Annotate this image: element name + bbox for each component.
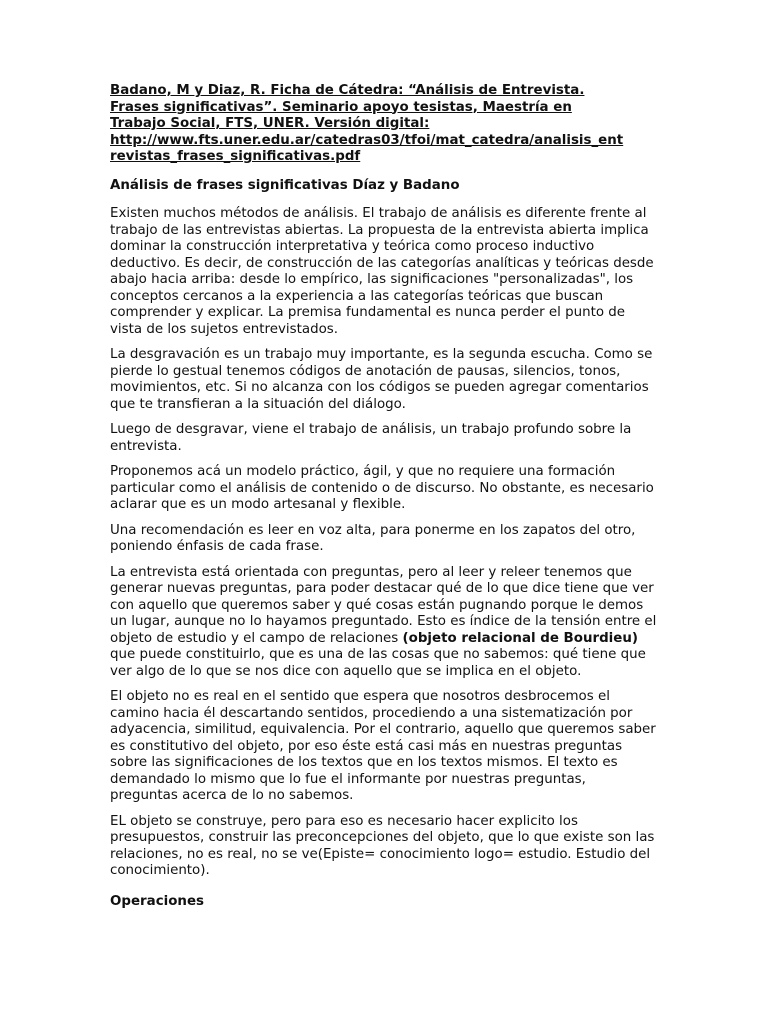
- citation-header: [110, 83, 658, 166]
- paragraph-2: La desgravación es un trabajo muy importante, es la segunda escucha. Como se pierde lo gestual tenemos códigos de anotación de pausas, silencios, tonos, movimientos, etc. Si no alcanza con los códigos se pueden agregar comentarios que te transfieran a la situación del diálogo.: [110, 347, 653, 412]
- paragraph-8: EL objeto se construye, pero para eso es necesario hacer explicito los presupuestos, construir las preconcepciones del objeto, que lo que existe son las relaciones, no es real, no se ve(Episte= conocimiento logo= estudio. Estudio del conocimiento).: [110, 813, 655, 878]
- paragraph-6-bold-phrase: (objeto relacional de Bourdieu): [402, 630, 639, 646]
- operations-heading: Operaciones: [110, 893, 205, 909]
- citation-url-line-2: revistas_frases_significativas.pdf: [110, 149, 361, 164]
- paragraph-3: Luego de desgravar, viene el trabajo de análisis, un trabajo profundo sobre la entrevista.: [110, 422, 632, 454]
- citation-url-line-1: http://www.fts.uner.edu.ar/catedras03/tfoi/mat_catedra/analisis_ent: [110, 132, 624, 148]
- paragraph-6: [110, 565, 658, 681]
- citation-line-1: Badano, M y Diaz, R. Ficha de Cátedra: “Análisis de Entrevista.: [110, 83, 585, 98]
- citation-line-3: Trabajo Social, FTS, UNER. Versión digital:: [110, 116, 430, 131]
- paragraph-5: Una recomendación es leer en voz alta, para ponerme en los zapatos del otro, poniendo énfasis de cada frase.: [110, 522, 636, 554]
- section-title: Análisis de frases significativas Díaz y Badano: [110, 177, 460, 193]
- document-page: [110, 83, 658, 910]
- paragraph-7: El objeto no es real en el sentido que espera que nosotros desbrocemos el camino hacia él descartando sentidos, procediendo a una sistematización por adyacencia, similitud, equivalencia. Por el contrario, aquello que queremos saber es constitutivo del objeto, por eso éste está casi más en nuestras preguntas sobre las significaciones de los textos que en los textos mismos. El texto es demandado lo mismo que lo fue el informante por nuestras preguntas, preguntas acerca de lo no sabemos.: [110, 689, 656, 803]
- paragraph-1: Existen muchos métodos de análisis. El trabajo de análisis es diferente frente al trabajo de las entrevistas abiertas. La propuesta de la entrevista abierta implica dominar la construcción interpretativa y teórica como proceso inductivo deductivo. Es decir, de construcción de las categorías analíticas y teóricas desde abajo hacia arriba: desde lo empírico, las significaciones "personalizadas", los conceptos cercanos a la experiencia a las categorías teóricas que buscan comprender y explicar. La premisa fundamental es nunca perder el punto de vista de los sujetos entrevistados.: [110, 206, 654, 337]
- paragraph-6-text-start: La entrevista está orientada con preguntas, pero al leer y releer tenemos que generar nuevas preguntas, para poder destacar qué de lo que dice tiene que ver con aquello que queremos saber y qué cosas están pugnando porque le demos un lugar, aunque no lo hayamos preguntado. Esto es índice de la tensión entre el objeto de estudio y el campo de relaciones: [110, 564, 657, 646]
- citation-line-2: Frases significativas”. Seminario apoyo tesistas, Maestría en: [110, 99, 572, 115]
- paragraph-6-text-end: que puede constituirlo, que es una de las cosas que no sabemos: qué tiene que ver algo de lo que se nos dice con aquello que se implica en el objeto.: [110, 647, 646, 679]
- paragraph-4: Proponemos acá un modelo práctico, ágil, y que no requiere una formación particular como el análisis de contenido o de discurso. No obstante, es necesario aclarar que es un modo artesanal y flexible.: [110, 464, 654, 512]
